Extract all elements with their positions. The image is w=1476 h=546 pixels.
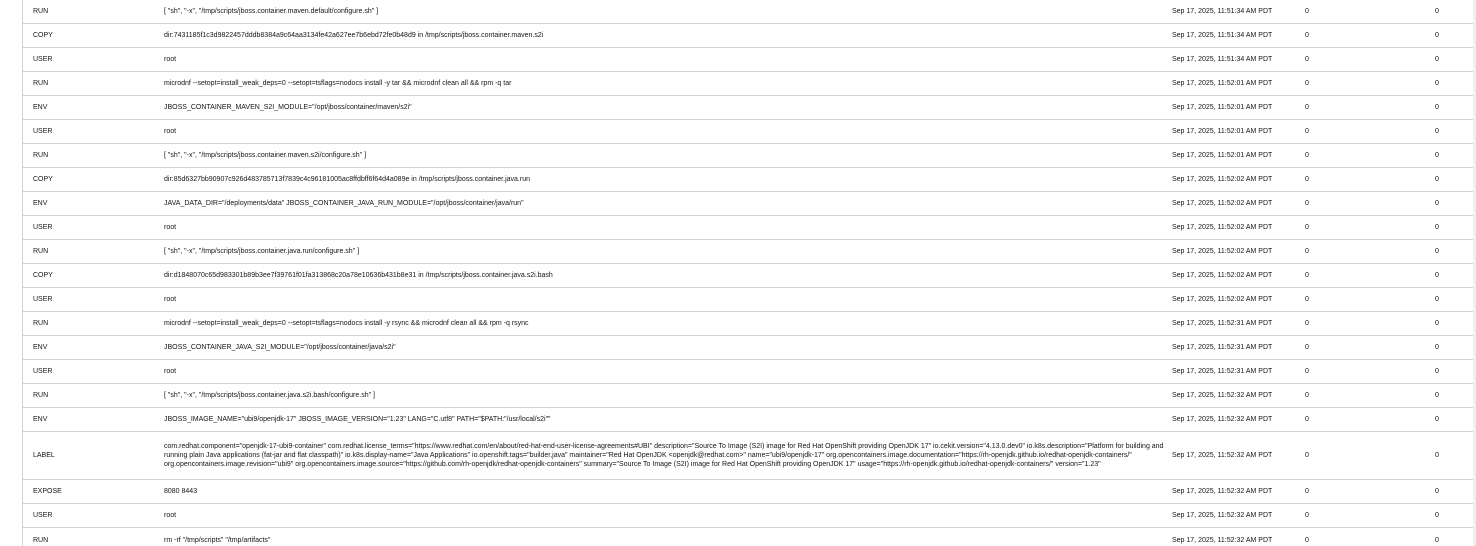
layer-created-date: Sep 17, 2025, 11:52:32 AM PDT <box>1172 452 1273 459</box>
layer-created-date: Sep 17, 2025, 11:52:01 AM PDT <box>1172 128 1273 135</box>
layer-size: 0 <box>1305 80 1309 87</box>
layer-size: 0 <box>1305 392 1309 399</box>
table-row <box>23 168 1476 192</box>
layer-size: 0 <box>1305 152 1309 159</box>
table-row <box>23 480 1476 504</box>
layer-size: 0 <box>1305 8 1309 15</box>
layer-command: dir:7431185f1c3d9822457dddb8384a9c64aa3134fe42a627ee7b6ebd72fe0b48d9 in /tmp/scripts/jboss.container.maven.s2i <box>164 32 544 39</box>
layer-command: JAVA_DATA_DIR="/deployments/data" JBOSS_CONTAINER_JAVA_RUN_MODULE="/opt/jboss/container/java/run" <box>164 200 524 207</box>
layer-command: [ "sh", "-x", "/tmp/scripts/jboss.container.java.run/configure.sh" ] <box>164 248 360 255</box>
layer-count: 0 <box>1435 32 1439 39</box>
layer-created-date: Sep 17, 2025, 11:52:31 AM PDT <box>1172 344 1273 351</box>
layer-size: 0 <box>1305 272 1309 279</box>
table-row <box>23 384 1476 408</box>
layer-instruction: COPY <box>33 32 53 39</box>
table-row <box>23 360 1476 384</box>
layer-created-date: Sep 17, 2025, 11:52:31 AM PDT <box>1172 320 1273 327</box>
layer-created-date: Sep 17, 2025, 11:52:31 AM PDT <box>1172 368 1273 375</box>
layer-created-date: Sep 17, 2025, 11:52:02 AM PDT <box>1172 200 1273 207</box>
layer-count: 0 <box>1435 488 1439 495</box>
layer-instruction: ENV <box>33 200 48 207</box>
layer-instruction: RUN <box>33 248 49 255</box>
layer-instruction: COPY <box>33 272 53 279</box>
layer-created-date: Sep 17, 2025, 11:52:01 AM PDT <box>1172 80 1273 87</box>
layer-count: 0 <box>1435 272 1439 279</box>
layer-command: JBOSS_CONTAINER_JAVA_S2I_MODULE="/opt/jboss/container/java/s2i" <box>164 344 396 351</box>
layer-instruction: RUN <box>33 152 49 159</box>
layer-instruction: RUN <box>33 320 49 327</box>
layer-command: root <box>164 368 177 375</box>
layer-command: dir:85d6327bb90907c926d483785713f7839c4c96181005ac8ffdbff6f64d4a089e in /tmp/scripts/jboss.container.java.run <box>164 176 530 183</box>
layer-instruction: RUN <box>33 392 49 399</box>
layer-size: 0 <box>1305 32 1309 39</box>
table-row <box>23 216 1476 240</box>
layer-command: [ "sh", "-x", "/tmp/scripts/jboss.container.java.s2i.bash/configure.sh" ] <box>164 392 375 399</box>
layer-instruction: ENV <box>33 104 48 111</box>
layer-instruction: LABEL <box>33 452 55 459</box>
layer-count: 0 <box>1435 152 1439 159</box>
layer-size: 0 <box>1305 536 1309 544</box>
layer-count: 0 <box>1435 368 1439 375</box>
table-row <box>23 0 1476 24</box>
layer-created-date: Sep 17, 2025, 11:52:01 AM PDT <box>1172 104 1273 111</box>
table-row <box>23 120 1476 144</box>
layer-instruction: USER <box>33 56 53 63</box>
layer-command: [ "sh", "-x", "/tmp/scripts/jboss.container.maven.default/configure.sh" ] <box>164 8 379 15</box>
layer-created-date: Sep 17, 2025, 11:51:34 AM PDT <box>1172 32 1273 39</box>
layer-count: 0 <box>1435 392 1439 399</box>
layer-command: JBOSS_IMAGE_NAME="ubi9/openjdk-17" JBOSS_IMAGE_VERSION="1.23" LANG="C.utf8" PATH="$PATH:"/usr/local/s2i"" <box>164 416 551 423</box>
layer-size: 0 <box>1305 224 1309 231</box>
layer-instruction: ENV <box>33 416 48 423</box>
layer-created-date: Sep 17, 2025, 11:52:01 AM PDT <box>1172 152 1273 159</box>
layer-created-date: Sep 17, 2025, 11:52:32 AM PDT <box>1172 536 1273 544</box>
layer-instruction: RUN <box>33 8 49 15</box>
layer-created-date: Sep 17, 2025, 11:52:02 AM PDT <box>1172 176 1273 183</box>
layer-created-date: Sep 17, 2025, 11:51:34 AM PDT <box>1172 8 1273 15</box>
table-row <box>23 72 1476 96</box>
layer-instruction: USER <box>33 512 53 519</box>
layer-size: 0 <box>1305 416 1309 423</box>
table-row <box>23 432 1476 480</box>
layer-size: 0 <box>1305 176 1309 183</box>
table-row <box>23 336 1476 360</box>
layer-size: 0 <box>1305 320 1309 327</box>
layer-command: rm -rf "/tmp/scripts" "/tmp/artifacts" <box>164 536 271 544</box>
layer-count: 0 <box>1435 416 1439 423</box>
layer-created-date: Sep 17, 2025, 11:52:02 AM PDT <box>1172 224 1273 231</box>
layer-command: dir:d1848070c65d983301b89b3ee7f39761f01fa313868c20a78e10636b431b8e31 in /tmp/scripts/jboss.container.java.s2i.bash <box>164 272 553 279</box>
table-row <box>23 264 1476 288</box>
layer-size: 0 <box>1305 488 1309 495</box>
layer-command: com.redhat.component="openjdk-17-ubi9-container" com.redhat.license_terms="https://www.redhat.com/en/about/red-hat-end-user-license-agreements#UBI" description="Source To Image (S2I) image for Red Hat OpenShift providing OpenJDK 17" io.cekit.version="4.13.0.dev0" io.k8s.description="Platform for building and running plain Java applications (fat-jar and flat classpath)" io.k8s.display-name="Java Applications" io.openshift.tags="builder,java" maintainer="Red Hat OpenJDK <openjdk@redhat.com>" name="ubi9/openjdk-17" org.opencontainers.image.documentation="https://rh-openjdk.github.io/redhat-openjdk-containers/" org.opencontainers.image.revision="ubi9" org.opencontainers.image.source="https://github.com/rh-openjdk/redhat-openjdk-containers" summary="Source To Image (S2I) image for Red Hat OpenShift providing OpenJDK 17" usage="https://rh-openjdk.github.io/redhat-openjdk-containers/" version="1.23" <box>164 443 1164 468</box>
table-row <box>23 504 1476 528</box>
layer-count: 0 <box>1435 128 1439 135</box>
layer-command: JBOSS_CONTAINER_MAVEN_S2I_MODULE="/opt/jboss/container/maven/s2i" <box>164 104 412 111</box>
table-row <box>23 408 1476 432</box>
layer-created-date: Sep 17, 2025, 11:52:32 AM PDT <box>1172 488 1273 495</box>
layer-created-date: Sep 17, 2025, 11:52:02 AM PDT <box>1172 248 1273 255</box>
layer-count: 0 <box>1435 8 1439 15</box>
layer-count: 0 <box>1435 512 1439 519</box>
layer-instruction: USER <box>33 224 53 231</box>
layer-size: 0 <box>1305 56 1309 63</box>
table-row <box>23 144 1476 168</box>
layer-size: 0 <box>1305 452 1309 459</box>
layer-instruction: COPY <box>33 176 53 183</box>
image-layers-table <box>22 0 1476 546</box>
table-row <box>23 192 1476 216</box>
table-row <box>23 240 1476 264</box>
layer-created-date: Sep 17, 2025, 11:51:34 AM PDT <box>1172 56 1273 63</box>
layer-count: 0 <box>1435 200 1439 207</box>
layer-command: 8080 8443 <box>164 488 198 495</box>
layer-command: root <box>164 224 177 231</box>
layer-instruction: EXPOSE <box>33 488 62 495</box>
layer-command: microdnf --setopt=install_weak_deps=0 --setopt=tsflags=nodocs install -y rsync && microdnf clean all && rpm -q rsync <box>164 320 529 327</box>
layer-instruction: USER <box>33 368 53 375</box>
layer-size: 0 <box>1305 368 1309 375</box>
layer-instruction: USER <box>33 128 53 135</box>
layer-size: 0 <box>1305 128 1309 135</box>
layer-command: root <box>164 56 177 63</box>
layer-count: 0 <box>1435 56 1439 63</box>
table-row <box>23 528 1476 546</box>
layer-count: 0 <box>1435 176 1439 183</box>
layer-size: 0 <box>1305 248 1309 255</box>
layer-count: 0 <box>1435 80 1439 87</box>
layer-size: 0 <box>1305 200 1309 207</box>
layer-created-date: Sep 17, 2025, 11:52:02 AM PDT <box>1172 272 1273 279</box>
layer-count: 0 <box>1435 104 1439 111</box>
layer-command: root <box>164 128 177 135</box>
table-row <box>23 312 1476 336</box>
layer-size: 0 <box>1305 104 1309 111</box>
layer-created-date: Sep 17, 2025, 11:52:32 AM PDT <box>1172 416 1273 423</box>
layer-count: 0 <box>1435 344 1439 351</box>
table-row <box>23 288 1476 312</box>
layer-instruction: ENV <box>33 344 48 351</box>
layer-count: 0 <box>1435 320 1439 327</box>
layer-instruction: USER <box>33 296 53 303</box>
layer-count: 0 <box>1435 296 1439 303</box>
layer-command: root <box>164 512 177 519</box>
layer-command: [ "sh", "-x", "/tmp/scripts/jboss.container.maven.s2i/configure.sh" ] <box>164 152 367 159</box>
layer-count: 0 <box>1435 452 1439 459</box>
layer-size: 0 <box>1305 512 1309 519</box>
table-row <box>23 24 1476 48</box>
table-row <box>23 48 1476 72</box>
layer-count: 0 <box>1435 536 1439 544</box>
layer-created-date: Sep 17, 2025, 11:52:32 AM PDT <box>1172 512 1273 519</box>
layer-command: root <box>164 296 177 303</box>
layer-count: 0 <box>1435 248 1439 255</box>
layer-size: 0 <box>1305 296 1309 303</box>
table-row <box>23 96 1476 120</box>
layer-size: 0 <box>1305 344 1309 351</box>
layer-instruction: RUN <box>33 536 49 544</box>
layer-created-date: Sep 17, 2025, 11:52:32 AM PDT <box>1172 392 1273 399</box>
layer-instruction: RUN <box>33 80 49 87</box>
layer-count: 0 <box>1435 224 1439 231</box>
layer-command: microdnf --setopt=install_weak_deps=0 --setopt=tsflags=nodocs install -y tar && microdnf clean all && rpm -q tar <box>164 80 512 87</box>
layer-created-date: Sep 17, 2025, 11:52:02 AM PDT <box>1172 296 1273 303</box>
